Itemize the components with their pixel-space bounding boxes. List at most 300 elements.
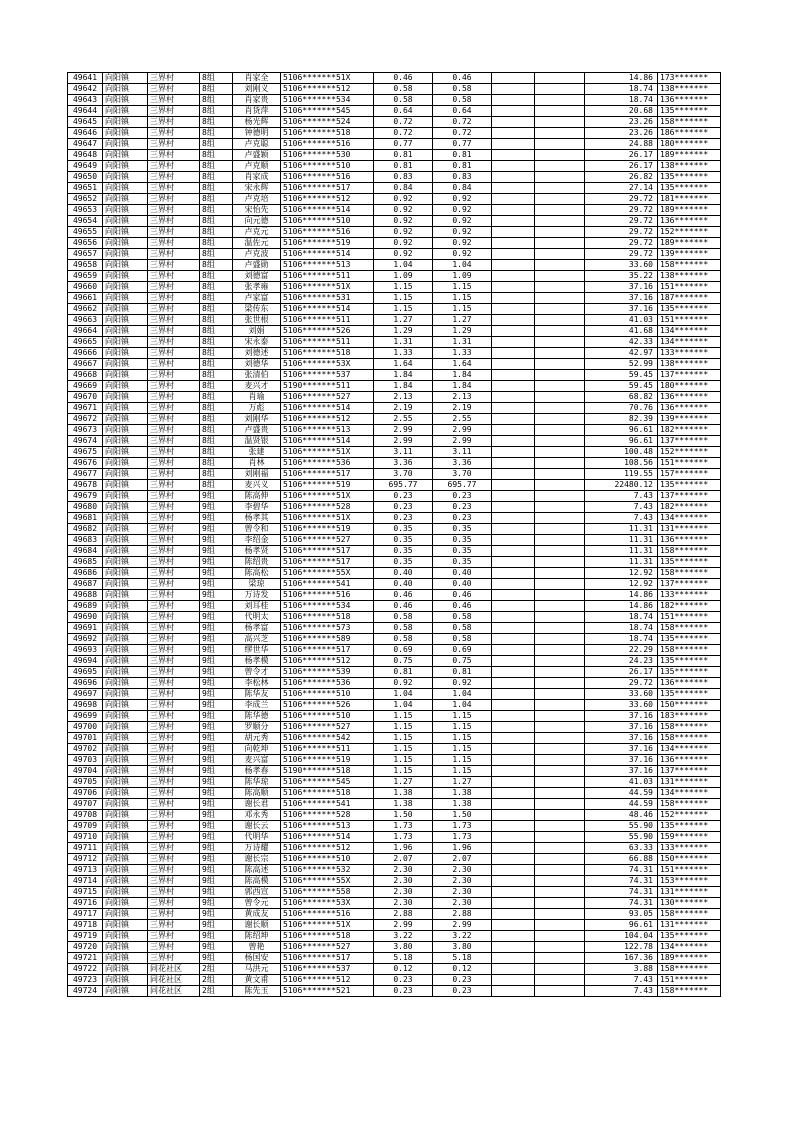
id-number-cell: 5106*******514 xyxy=(281,403,374,414)
amount-cell: 29.72 xyxy=(585,216,658,227)
table-row xyxy=(68,568,721,579)
blank-cell xyxy=(492,260,535,271)
blank-cell xyxy=(535,810,585,821)
id-number-cell: 5106*******526 xyxy=(281,326,374,337)
phone-cell: 181******* xyxy=(658,194,721,205)
village-cell: 三界村 xyxy=(148,491,200,502)
village-cell: 三界村 xyxy=(148,139,200,150)
confirmed-area-cell: 1.84 xyxy=(433,370,492,381)
amount-cell: 18.74 xyxy=(585,623,658,634)
phone-cell: 158******* xyxy=(658,260,721,271)
table-row xyxy=(68,348,721,359)
village-cell: 三界村 xyxy=(148,425,200,436)
phone-cell: 180******* xyxy=(658,139,721,150)
blank-cell xyxy=(492,777,535,788)
phone-cell: 134******* xyxy=(658,788,721,799)
id-number-cell: 5106*******519 xyxy=(281,524,374,535)
id-number-cell: 5106*******589 xyxy=(281,634,374,645)
table-row xyxy=(68,579,721,590)
blank-cell xyxy=(535,986,585,997)
table-row xyxy=(68,898,721,909)
name-cell: 张世根 xyxy=(233,315,281,326)
confirmed-area-cell: 1.27 xyxy=(433,777,492,788)
name-cell: 向乾坤 xyxy=(233,744,281,755)
amount-cell: 11.31 xyxy=(585,546,658,557)
village-cell: 三界村 xyxy=(148,634,200,645)
town-cell: 向阳镇 xyxy=(103,810,148,821)
village-cell: 三界村 xyxy=(148,337,200,348)
group-cell: 9组 xyxy=(200,557,233,568)
table-row xyxy=(68,95,721,106)
confirmed-area-cell: 3.80 xyxy=(433,942,492,953)
row-number: 49705 xyxy=(68,777,103,788)
town-cell: 向阳镇 xyxy=(103,689,148,700)
amount-cell: 33.60 xyxy=(585,260,658,271)
name-cell: 陈华琼 xyxy=(233,777,281,788)
group-cell: 8组 xyxy=(200,414,233,425)
table-row xyxy=(68,183,721,194)
amount-cell: 14.86 xyxy=(585,73,658,84)
row-number: 49696 xyxy=(68,678,103,689)
id-number-cell: 5190*******518 xyxy=(281,766,374,777)
area-cell: 1.15 xyxy=(374,722,433,733)
amount-cell: 96.61 xyxy=(585,425,658,436)
table-row xyxy=(68,733,721,744)
area-cell: 1.33 xyxy=(374,348,433,359)
town-cell: 向阳镇 xyxy=(103,128,148,139)
village-cell: 三界村 xyxy=(148,876,200,887)
table-row xyxy=(68,128,721,139)
blank-cell xyxy=(492,84,535,95)
blank-cell xyxy=(492,832,535,843)
group-cell: 8组 xyxy=(200,447,233,458)
row-number: 49716 xyxy=(68,898,103,909)
table-row xyxy=(68,238,721,249)
table-row xyxy=(68,403,721,414)
phone-cell: 159******* xyxy=(658,832,721,843)
amount-cell: 122.78 xyxy=(585,942,658,953)
row-number: 49681 xyxy=(68,513,103,524)
village-cell: 三界村 xyxy=(148,832,200,843)
group-cell: 9组 xyxy=(200,700,233,711)
village-cell: 同花社区 xyxy=(148,975,200,986)
phone-cell: 189******* xyxy=(658,205,721,216)
area-cell: 0.40 xyxy=(374,568,433,579)
blank-cell xyxy=(492,678,535,689)
confirmed-area-cell: 0.81 xyxy=(433,150,492,161)
phone-cell: 136******* xyxy=(658,392,721,403)
town-cell: 向阳镇 xyxy=(103,623,148,634)
area-cell: 2.55 xyxy=(374,414,433,425)
row-number: 49661 xyxy=(68,293,103,304)
town-cell: 向阳镇 xyxy=(103,260,148,271)
row-number: 49664 xyxy=(68,326,103,337)
town-cell: 向阳镇 xyxy=(103,227,148,238)
confirmed-area-cell: 2.99 xyxy=(433,425,492,436)
town-cell: 向阳镇 xyxy=(103,579,148,590)
town-cell: 向阳镇 xyxy=(103,612,148,623)
phone-cell: 135******* xyxy=(658,689,721,700)
area-cell: 0.35 xyxy=(374,524,433,535)
id-number-cell: 5106*******534 xyxy=(281,601,374,612)
amount-cell: 44.59 xyxy=(585,799,658,810)
table-row xyxy=(68,458,721,469)
confirmed-area-cell: 1.73 xyxy=(433,832,492,843)
town-cell: 向阳镇 xyxy=(103,887,148,898)
town-cell: 向阳镇 xyxy=(103,975,148,986)
row-number: 49673 xyxy=(68,425,103,436)
group-cell: 9组 xyxy=(200,920,233,931)
amount-cell: 23.26 xyxy=(585,117,658,128)
table-row xyxy=(68,491,721,502)
blank-cell xyxy=(535,568,585,579)
name-cell: 卢克聪 xyxy=(233,139,281,150)
blank-cell xyxy=(535,216,585,227)
blank-cell xyxy=(492,403,535,414)
town-cell: 向阳镇 xyxy=(103,436,148,447)
village-cell: 三界村 xyxy=(148,414,200,425)
row-number: 49648 xyxy=(68,150,103,161)
amount-cell: 29.72 xyxy=(585,194,658,205)
area-cell: 0.92 xyxy=(374,227,433,238)
village-cell: 三界村 xyxy=(148,84,200,95)
village-cell: 三界村 xyxy=(148,183,200,194)
row-number: 49649 xyxy=(68,161,103,172)
area-cell: 0.92 xyxy=(374,678,433,689)
town-cell: 向阳镇 xyxy=(103,513,148,524)
name-cell: 陈高伸 xyxy=(233,491,281,502)
row-number: 49646 xyxy=(68,128,103,139)
amount-cell: 37.16 xyxy=(585,722,658,733)
table-row xyxy=(68,612,721,623)
village-cell: 三界村 xyxy=(148,447,200,458)
table-row xyxy=(68,777,721,788)
name-cell: 麦兴才 xyxy=(233,381,281,392)
row-number: 49706 xyxy=(68,788,103,799)
table-row xyxy=(68,821,721,832)
phone-cell: 182******* xyxy=(658,502,721,513)
group-cell: 8组 xyxy=(200,117,233,128)
town-cell: 向阳镇 xyxy=(103,601,148,612)
village-cell: 三界村 xyxy=(148,403,200,414)
confirmed-area-cell: 2.30 xyxy=(433,898,492,909)
name-cell: 卢克顺 xyxy=(233,161,281,172)
phone-cell: 137******* xyxy=(658,436,721,447)
town-cell: 向阳镇 xyxy=(103,183,148,194)
name-cell: 万诗耀 xyxy=(233,843,281,854)
amount-cell: 37.16 xyxy=(585,733,658,744)
group-cell: 9组 xyxy=(200,755,233,766)
table-row xyxy=(68,194,721,205)
amount-cell: 66.88 xyxy=(585,854,658,865)
confirmed-area-cell: 2.19 xyxy=(433,403,492,414)
name-cell: 万彪 xyxy=(233,403,281,414)
confirmed-area-cell: 0.46 xyxy=(433,590,492,601)
phone-cell: 158******* xyxy=(658,986,721,997)
name-cell: 肖家成 xyxy=(233,172,281,183)
town-cell: 向阳镇 xyxy=(103,425,148,436)
row-number: 49686 xyxy=(68,568,103,579)
village-cell: 三界村 xyxy=(148,689,200,700)
phone-cell: 135******* xyxy=(658,557,721,568)
row-number: 49659 xyxy=(68,271,103,282)
town-cell: 向阳镇 xyxy=(103,832,148,843)
row-number: 49671 xyxy=(68,403,103,414)
confirmed-area-cell: 0.92 xyxy=(433,227,492,238)
village-cell: 三界村 xyxy=(148,502,200,513)
name-cell: 张清伯 xyxy=(233,370,281,381)
phone-cell: 173******* xyxy=(658,73,721,84)
id-number-cell: 5106*******513 xyxy=(281,425,374,436)
table-row xyxy=(68,106,721,117)
blank-cell xyxy=(492,546,535,557)
row-number: 49691 xyxy=(68,623,103,634)
confirmed-area-cell: 0.72 xyxy=(433,117,492,128)
table-row xyxy=(68,865,721,876)
blank-cell xyxy=(492,304,535,315)
phone-cell: 189******* xyxy=(658,150,721,161)
town-cell: 向阳镇 xyxy=(103,557,148,568)
confirmed-area-cell: 1.15 xyxy=(433,282,492,293)
blank-cell xyxy=(535,370,585,381)
area-cell: 2.30 xyxy=(374,887,433,898)
group-cell: 2组 xyxy=(200,975,233,986)
confirmed-area-cell: 5.18 xyxy=(433,953,492,964)
id-number-cell: 5106*******512 xyxy=(281,194,374,205)
amount-cell: 11.31 xyxy=(585,557,658,568)
confirmed-area-cell: 0.58 xyxy=(433,84,492,95)
row-number: 49666 xyxy=(68,348,103,359)
village-cell: 三界村 xyxy=(148,513,200,524)
id-number-cell: 5106*******51X xyxy=(281,73,374,84)
group-cell: 9组 xyxy=(200,568,233,579)
group-cell: 9组 xyxy=(200,887,233,898)
phone-cell: 151******* xyxy=(658,282,721,293)
name-cell: 麦兴义 xyxy=(233,480,281,491)
village-cell: 三界村 xyxy=(148,546,200,557)
blank-cell xyxy=(535,788,585,799)
phone-cell: 151******* xyxy=(658,975,721,986)
town-cell: 向阳镇 xyxy=(103,711,148,722)
blank-cell xyxy=(535,689,585,700)
phone-cell: 131******* xyxy=(658,777,721,788)
blank-cell xyxy=(535,161,585,172)
confirmed-area-cell: 0.35 xyxy=(433,535,492,546)
area-cell: 1.38 xyxy=(374,799,433,810)
village-cell: 三界村 xyxy=(148,480,200,491)
phone-cell: 133******* xyxy=(658,590,721,601)
id-number-cell: 5106*******516 xyxy=(281,590,374,601)
town-cell: 向阳镇 xyxy=(103,414,148,425)
blank-cell xyxy=(492,73,535,84)
blank-cell xyxy=(492,447,535,458)
blank-cell xyxy=(535,887,585,898)
group-cell: 9组 xyxy=(200,733,233,744)
id-number-cell: 5106*******517 xyxy=(281,546,374,557)
id-number-cell: 5106*******510 xyxy=(281,216,374,227)
group-cell: 9组 xyxy=(200,689,233,700)
id-number-cell: 5106*******542 xyxy=(281,733,374,744)
phone-cell: 134******* xyxy=(658,513,721,524)
name-cell: 刘德富 xyxy=(233,271,281,282)
area-cell: 1.50 xyxy=(374,810,433,821)
blank-cell xyxy=(535,315,585,326)
table-row xyxy=(68,216,721,227)
id-number-cell: 5106*******518 xyxy=(281,788,374,799)
phone-cell: 158******* xyxy=(658,909,721,920)
name-cell: 肖瑜 xyxy=(233,392,281,403)
phone-cell: 130******* xyxy=(658,898,721,909)
blank-cell xyxy=(492,887,535,898)
blank-cell xyxy=(535,909,585,920)
group-cell: 8组 xyxy=(200,370,233,381)
blank-cell xyxy=(492,502,535,513)
town-cell: 向阳镇 xyxy=(103,656,148,667)
blank-cell xyxy=(535,623,585,634)
blank-cell xyxy=(492,381,535,392)
name-cell: 卢盛颖 xyxy=(233,150,281,161)
phone-cell: 138******* xyxy=(658,359,721,370)
village-cell: 同花社区 xyxy=(148,986,200,997)
name-cell: 陈高模 xyxy=(233,876,281,887)
area-cell: 0.64 xyxy=(374,106,433,117)
row-number: 49694 xyxy=(68,656,103,667)
village-cell: 三界村 xyxy=(148,854,200,865)
group-cell: 8组 xyxy=(200,381,233,392)
amount-cell: 26.17 xyxy=(585,161,658,172)
blank-cell xyxy=(535,150,585,161)
phone-cell: 158******* xyxy=(658,568,721,579)
town-cell: 向阳镇 xyxy=(103,139,148,150)
table-row xyxy=(68,920,721,931)
blank-cell xyxy=(535,777,585,788)
id-number-cell: 5106*******531 xyxy=(281,293,374,304)
confirmed-area-cell: 1.15 xyxy=(433,304,492,315)
blank-cell xyxy=(492,282,535,293)
group-cell: 9组 xyxy=(200,656,233,667)
confirmed-area-cell: 2.88 xyxy=(433,909,492,920)
amount-cell: 26.82 xyxy=(585,172,658,183)
area-cell: 0.75 xyxy=(374,656,433,667)
group-cell: 9组 xyxy=(200,909,233,920)
blank-cell xyxy=(535,326,585,337)
group-cell: 8组 xyxy=(200,128,233,139)
row-number: 49695 xyxy=(68,667,103,678)
town-cell: 向阳镇 xyxy=(103,194,148,205)
id-number-cell: 5106*******517 xyxy=(281,183,374,194)
group-cell: 9组 xyxy=(200,634,233,645)
village-cell: 三界村 xyxy=(148,227,200,238)
phone-cell: 139******* xyxy=(658,414,721,425)
blank-cell xyxy=(535,766,585,777)
blank-cell xyxy=(535,414,585,425)
name-cell: 陈高松 xyxy=(233,568,281,579)
area-cell: 0.58 xyxy=(374,84,433,95)
blank-cell xyxy=(492,645,535,656)
row-number: 49720 xyxy=(68,942,103,953)
name-cell: 曾令和 xyxy=(233,524,281,535)
village-cell: 三界村 xyxy=(148,535,200,546)
blank-cell xyxy=(535,975,585,986)
group-cell: 9组 xyxy=(200,777,233,788)
confirmed-area-cell: 0.92 xyxy=(433,238,492,249)
blank-cell xyxy=(492,249,535,260)
area-cell: 1.96 xyxy=(374,843,433,854)
confirmed-area-cell: 1.15 xyxy=(433,766,492,777)
village-cell: 三界村 xyxy=(148,579,200,590)
blank-cell xyxy=(535,953,585,964)
amount-cell: 26.17 xyxy=(585,150,658,161)
confirmed-area-cell: 1.50 xyxy=(433,810,492,821)
town-cell: 向阳镇 xyxy=(103,216,148,227)
blank-cell xyxy=(535,491,585,502)
area-cell: 0.83 xyxy=(374,172,433,183)
blank-cell xyxy=(492,579,535,590)
id-number-cell: 5106*******516 xyxy=(281,139,374,150)
amount-cell: 55.90 xyxy=(585,832,658,843)
id-number-cell: 5106*******516 xyxy=(281,172,374,183)
amount-cell: 29.72 xyxy=(585,249,658,260)
area-cell: 1.38 xyxy=(374,788,433,799)
village-cell: 三界村 xyxy=(148,315,200,326)
area-cell: 1.15 xyxy=(374,282,433,293)
blank-cell xyxy=(535,458,585,469)
phone-cell: 134******* xyxy=(658,744,721,755)
village-cell: 三界村 xyxy=(148,348,200,359)
blank-cell xyxy=(535,304,585,315)
group-cell: 9组 xyxy=(200,788,233,799)
row-number: 49655 xyxy=(68,227,103,238)
phone-cell: 187******* xyxy=(658,293,721,304)
area-cell: 0.23 xyxy=(374,502,433,513)
row-number: 49701 xyxy=(68,733,103,744)
table-row xyxy=(68,590,721,601)
id-number-cell: 5106*******514 xyxy=(281,304,374,315)
blank-cell xyxy=(492,568,535,579)
town-cell: 向阳镇 xyxy=(103,942,148,953)
town-cell: 向阳镇 xyxy=(103,238,148,249)
row-number: 49718 xyxy=(68,920,103,931)
area-cell: 3.36 xyxy=(374,458,433,469)
name-cell: 卢家富 xyxy=(233,293,281,304)
area-cell: 2.99 xyxy=(374,920,433,931)
confirmed-area-cell: 0.81 xyxy=(433,667,492,678)
village-cell: 三界村 xyxy=(148,150,200,161)
confirmed-area-cell: 0.69 xyxy=(433,645,492,656)
confirmed-area-cell: 3.70 xyxy=(433,469,492,480)
confirmed-area-cell: 2.13 xyxy=(433,392,492,403)
phone-cell: 131******* xyxy=(658,920,721,931)
blank-cell xyxy=(492,689,535,700)
row-number: 49679 xyxy=(68,491,103,502)
blank-cell xyxy=(535,898,585,909)
row-number: 49668 xyxy=(68,370,103,381)
phone-cell: 135******* xyxy=(658,656,721,667)
name-cell: 高兴芝 xyxy=(233,634,281,645)
blank-cell xyxy=(535,348,585,359)
amount-cell: 37.16 xyxy=(585,282,658,293)
confirmed-area-cell: 0.35 xyxy=(433,546,492,557)
phone-cell: 158******* xyxy=(658,964,721,975)
amount-cell: 119.55 xyxy=(585,469,658,480)
confirmed-area-cell: 3.22 xyxy=(433,931,492,942)
village-cell: 三界村 xyxy=(148,656,200,667)
table-row xyxy=(68,172,721,183)
group-cell: 8组 xyxy=(200,480,233,491)
id-number-cell: 5106*******511 xyxy=(281,315,374,326)
phone-cell: 186******* xyxy=(658,128,721,139)
amount-cell: 7.43 xyxy=(585,513,658,524)
